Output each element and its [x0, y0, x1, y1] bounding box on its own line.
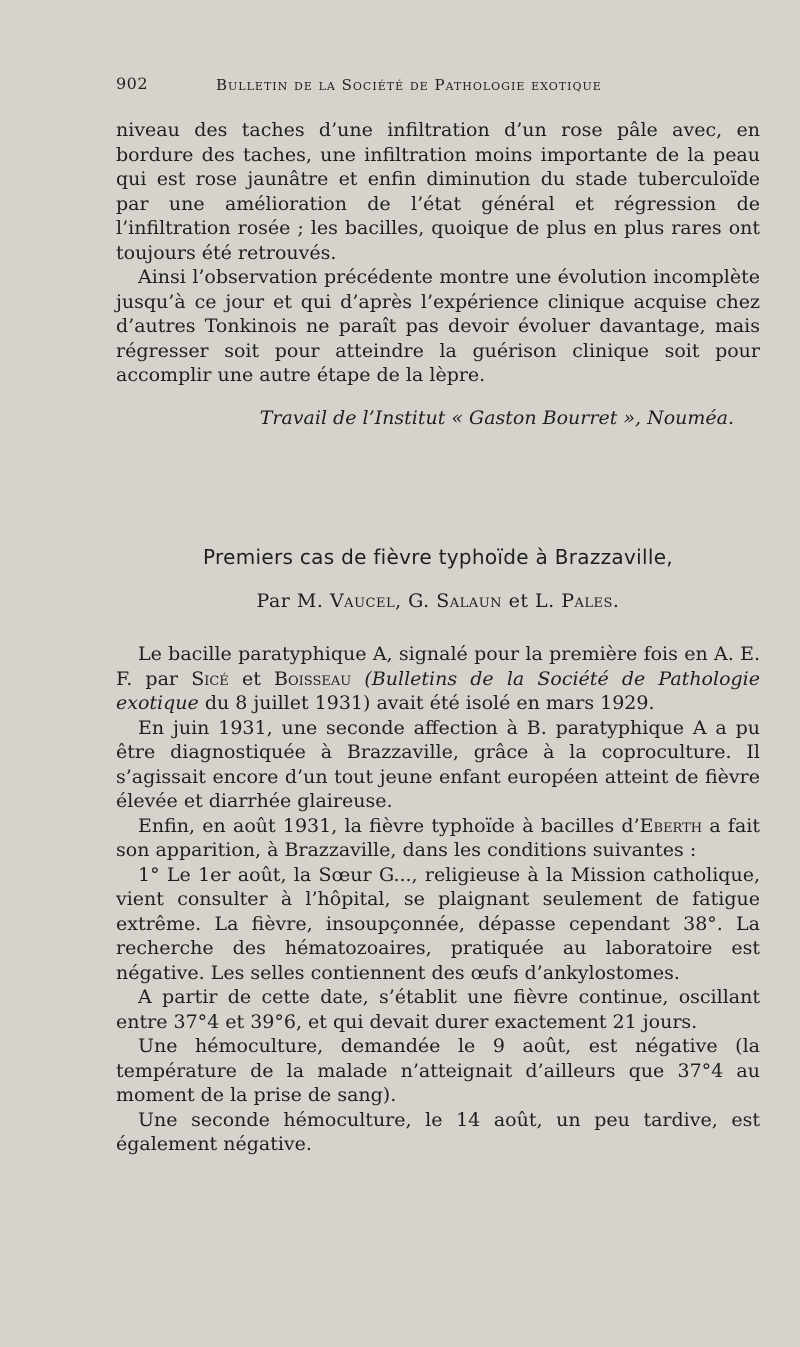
text-run: du 8 juillet 1931) avait été isolé en mars 1929. — [204, 692, 655, 714]
article-body — [116, 642, 760, 1157]
article-title: Premiers cas de fièvre typhoïde à Brazzaville, — [203, 545, 673, 569]
paragraph: Ainsi l’observation précédente montre une évolution incomplète jusqu’à ce jour et qui d’après l’expérience clinique acquise chez d’autres Tonkinois ne paraît pas devoir évoluer davantage, mais régresser soit pour atteindre la guérison clinique soit pour accomplir une autre étape de la lèpre. — [116, 266, 760, 386]
paragraph: En juin 1931, une seconde affection à B. paratyphique A a pu être diagnostiquée à Brazzaville, grâce à la coproculture. Il s’agissait encore d’un tout jeune enfant européen atteint de fièvre élevée et diarrhée glaireuse. — [116, 716, 760, 812]
author-name: Vaucel — [329, 590, 396, 612]
paragraph: Une hémoculture, demandée le 9 août, est négative (la température de la malade n’atteignait d’ailleurs que 37°4 au moment de la prise de sang). — [116, 1035, 760, 1106]
text-run: a fait son apparition, à Brazzaville, dans les conditions suivantes : — [116, 814, 760, 861]
text-run: Enfin, en août 1931, la fièvre typhoïde à bacilles d’ — [138, 814, 640, 837]
paragraph: 1° Le 1er août, la Sœur G..., religieuse à la Mission catholique, vient consulter à l’hôpital, se plaignant seulement de fatigue extrême. La fièvre, insoupçonnée, dépasse cependant 38°. La recherche des hématozoaires, pratiquée au laboratoire est négative. Les selles contiennent des œufs d’ankylostomes. — [116, 863, 760, 984]
paragraph — [116, 814, 760, 863]
paragraph: A partir de cette date, s’établit une fièvre continue, oscillant entre 37°4 et 39°6, et qui devait durer exactement 21 jours. — [116, 986, 760, 1033]
page-number: 902 — [116, 74, 149, 93]
author-citation: Boisseau — [274, 667, 352, 690]
paragraph — [116, 642, 760, 716]
authors-end: . — [612, 590, 620, 612]
author-citation: Sicé — [191, 667, 229, 690]
author-separator: , G. — [395, 590, 430, 612]
running-title: Bulletin de la Société de Pathologie exotique — [216, 76, 602, 94]
article-authors — [116, 590, 760, 612]
journal-reference: (Bulletins de la Société de Pathologie exotique — [116, 667, 760, 714]
author-separator: et L. — [502, 590, 555, 612]
text-run: et — [241, 667, 261, 690]
author-name: Salaun — [436, 590, 503, 612]
paragraph: Une seconde hémoculture, le 14 août, un peu tardive, est également négative. — [116, 1108, 760, 1155]
paragraph: niveau des taches d’une infiltration d’un rose pâle avec, en bordure des taches, une infiltration moins importante de la peau qui est rose jaunâtre et enfin diminution du stade tuberculoïde par une amélioration de l’état général et régression de l’infiltration rosée ; les bacilles, quoique de plus en plus rares ont toujours été retrouvés. — [116, 119, 760, 264]
author-citation: Eberth — [639, 814, 703, 837]
authors-prefix: Par M. — [256, 590, 324, 612]
author-name: Pales — [561, 590, 613, 612]
text-run: Le bacille paratyphique A, signalé pour la première fois en A. E. F. par — [116, 643, 760, 690]
institution-credit: Travail de l’Institut « Gaston Bourret », Nouméa. — [259, 407, 734, 429]
previous-article-text — [116, 118, 760, 388]
